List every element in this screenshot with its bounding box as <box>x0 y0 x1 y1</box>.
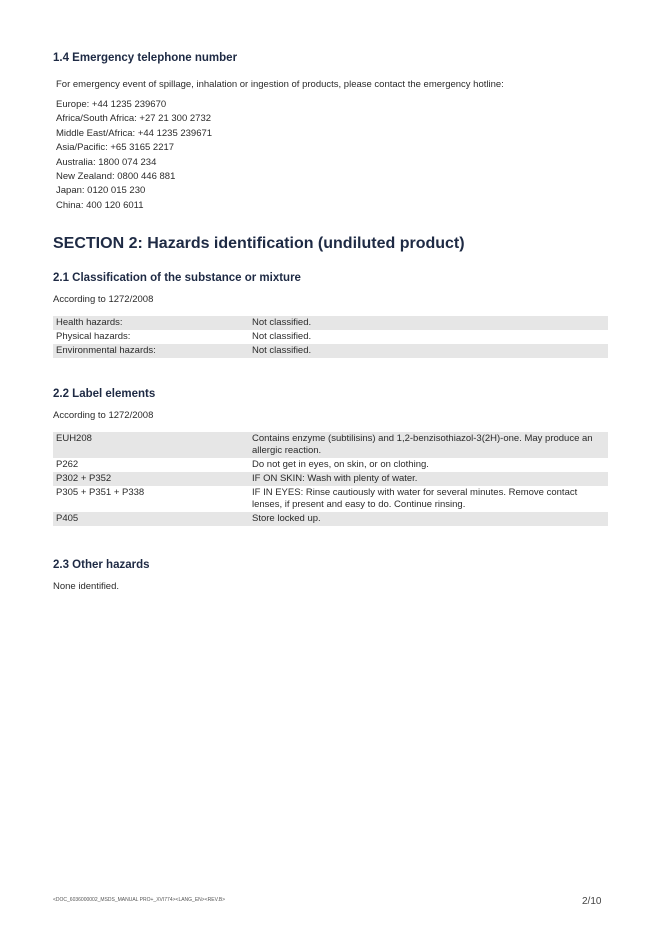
other-hazards-text: None identified. <box>53 581 120 592</box>
contact-item: China: 400 120 6011 <box>56 199 144 211</box>
classification-value: Not classified. <box>249 316 608 330</box>
contact-item: Australia: 1800 074 234 <box>56 156 157 168</box>
table-row <box>53 486 608 512</box>
classification-value: Not classified. <box>249 344 608 358</box>
classification-value: Not classified. <box>252 331 312 342</box>
label-element-code: P305 + P351 + P338 <box>56 487 145 498</box>
label-element-code: EUH208 <box>53 432 249 458</box>
label-element-statement: Do not get in eyes, on skin, or on clothing. <box>252 459 429 470</box>
contact-item: Middle East/Africa: +44 1235 239671 <box>56 127 213 139</box>
label-element-code: P262 <box>56 459 79 470</box>
contact-item: Europe: +44 1235 239670 <box>56 99 167 110</box>
table-row <box>53 472 608 486</box>
classification-key: Health hazards: <box>53 316 249 330</box>
table-row <box>53 512 608 526</box>
table-row <box>53 458 608 472</box>
classification-according: According to 1272/2008 <box>53 294 154 305</box>
emergency-intro: For emergency event of spillage, inhalation or ingestion of products, please contact the emergency hotline: <box>56 79 504 90</box>
contact-item: Japan: 0120 015 230 <box>56 185 146 197</box>
label-element-statement: IF IN EYES: Rinse cautiously with water for several minutes. Remove contact lenses, if present and easy to do. Continue rinsing. <box>252 487 578 510</box>
section-2-2-heading: 2.2 Label elements <box>53 388 156 400</box>
footer-page-number: 2/10 <box>582 896 602 907</box>
classification-table <box>53 316 608 358</box>
label-element-code: P302 + P352 <box>53 472 249 486</box>
classification-key: Physical hazards: <box>56 331 131 342</box>
table-row <box>53 344 608 358</box>
label-elements-table <box>53 432 608 526</box>
emergency-contact-list <box>56 98 212 213</box>
table-row <box>53 432 608 458</box>
section-2-1-heading: 2.1 Classification of the substance or mixture <box>53 272 301 284</box>
label-element-statement: Store locked up. <box>249 512 608 526</box>
section-1-4-heading: 1.4 Emergency telephone number <box>53 52 238 64</box>
contact-item: New Zealand: 0800 446 881 <box>56 171 176 183</box>
footer-document-code: <DOC_6036000002_MSDS_MANUAL PRO+_XVI774><LANG_EN><REV.B> <box>53 897 226 903</box>
label-elements-according: According to 1272/2008 <box>53 410 154 421</box>
contact-item: Asia/Pacific: +65 3165 2217 <box>56 142 175 154</box>
classification-key: Environmental hazards: <box>53 344 249 358</box>
section-2-heading: SECTION 2: Hazards identification (undiluted product) <box>53 235 465 252</box>
contact-item: Africa/South Africa: +27 21 300 2732 <box>56 113 212 125</box>
table-row <box>53 330 608 344</box>
table-row <box>53 316 608 330</box>
label-element-code: P405 <box>53 512 249 526</box>
section-2-3-heading: 2.3 Other hazards <box>53 559 150 571</box>
label-element-statement: Contains enzyme (subtilisins) and 1,2-benzisothiazol-3(2H)-one. May produce an allergic reaction. <box>249 432 608 458</box>
label-element-statement: IF ON SKIN: Wash with plenty of water. <box>249 472 608 486</box>
